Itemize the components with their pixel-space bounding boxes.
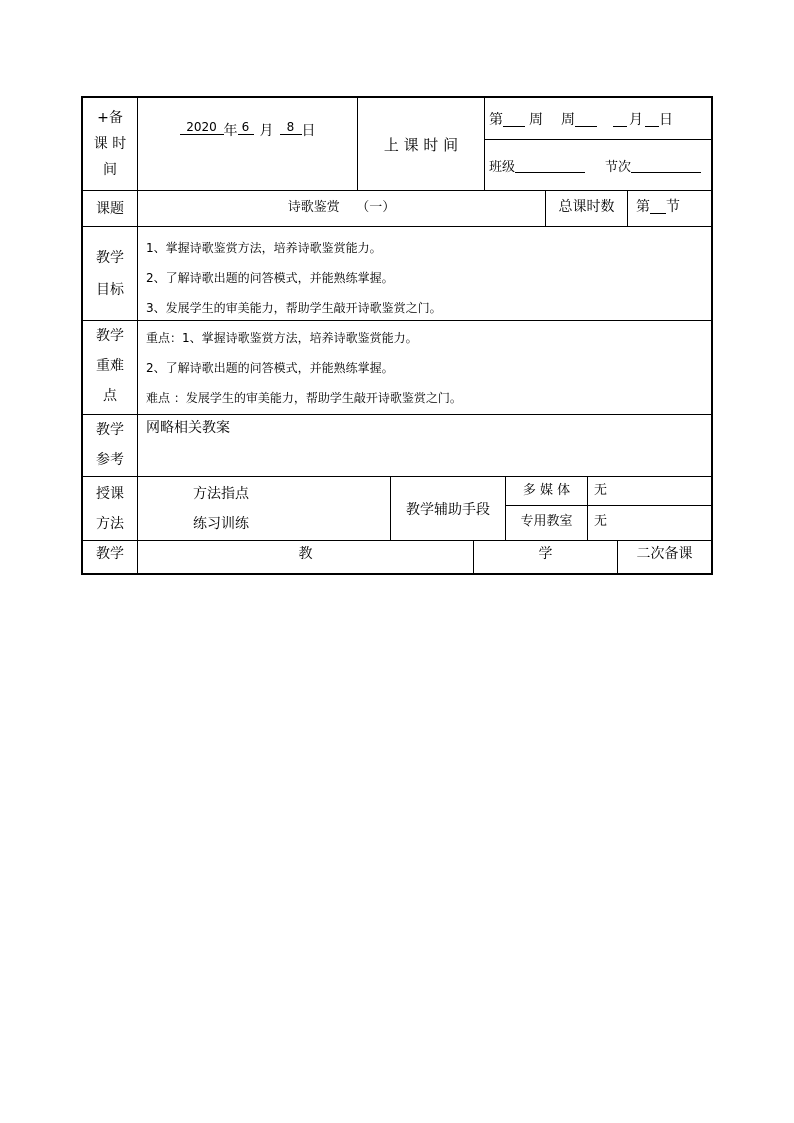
week-zhou: 周 — [529, 111, 543, 128]
media-value: 无 — [594, 482, 608, 498]
topic-text: 诗歌鉴赏 （一） — [287, 200, 396, 215]
aid-detail — [506, 477, 711, 540]
class-time-info — [485, 98, 711, 190]
weekday-blank — [575, 110, 597, 127]
date-month-unit: 月 — [259, 123, 274, 139]
method-label — [83, 477, 138, 540]
section-di: 第 — [636, 198, 650, 215]
prep-time-label-line: +备 — [97, 110, 123, 126]
reference-label — [83, 415, 138, 476]
class-blank — [515, 157, 585, 173]
header-row — [83, 98, 711, 191]
date-year: 2020 — [180, 120, 224, 135]
keypoints-label-line: 重难 — [96, 358, 124, 374]
prep-time-label-line: 间 — [103, 162, 117, 178]
month-yue: 月 — [629, 111, 643, 128]
total-hours-label: 总课时数 — [546, 191, 628, 226]
month-blank — [613, 110, 627, 127]
second-prep-column: 二次备课 — [636, 546, 693, 562]
goals-list — [138, 227, 711, 320]
goal-item: 1、掌握诗歌鉴赏方法，培养诗歌鉴赏能力。 — [146, 241, 382, 255]
reference-row — [83, 415, 711, 477]
topic-label: 课题 — [83, 191, 138, 226]
method-list — [138, 477, 391, 540]
goal-item: 2、了解诗歌出题的问答模式，并能熟练掌握。 — [146, 271, 394, 285]
goals-row — [83, 227, 711, 321]
class-time-label: 上 课 时 间 — [358, 98, 485, 190]
section-blank — [650, 197, 666, 214]
media-label: 多 媒 体 — [506, 477, 588, 505]
topic-row — [83, 191, 711, 227]
reference-label-line: 参考 — [96, 452, 124, 468]
method-label-line: 授课 — [96, 485, 124, 502]
keypoint-item: 2、了解诗歌出题的问答模式，并能熟练掌握。 — [146, 361, 394, 375]
method-label-line: 方法 — [96, 515, 124, 532]
goals-label — [83, 227, 138, 320]
week-di: 第 — [489, 111, 503, 128]
media-line — [506, 477, 711, 506]
prep-time-label — [83, 98, 138, 190]
week-line — [485, 98, 711, 140]
method-item: 方法指点 — [193, 486, 249, 502]
room-label: 专用教室 — [506, 506, 588, 540]
goals-label-line: 教学 — [96, 249, 124, 266]
prep-date — [138, 98, 358, 190]
process-label: 教学 — [83, 541, 138, 573]
keypoints-label-line: 教学 — [96, 328, 124, 344]
method-row — [83, 477, 711, 541]
aid-label: 教学辅助手段 — [391, 477, 506, 540]
keypoints-label — [83, 321, 138, 414]
keypoint-item: 重点：1、掌握诗歌鉴赏方法，培养诗歌鉴赏能力。 — [146, 331, 418, 345]
lesson-plan-page — [81, 96, 713, 575]
method-item: 练习训练 — [193, 516, 249, 532]
class-banji: 班级 — [489, 159, 516, 175]
reference-value: 网略相关教案 — [146, 420, 230, 436]
room-line — [506, 506, 711, 540]
reference-label-line: 教学 — [96, 422, 124, 438]
keypoints-list — [138, 321, 711, 414]
class-jieci: 节次 — [605, 159, 632, 175]
section-number — [628, 191, 711, 226]
process-row — [83, 541, 711, 573]
jieci-blank — [631, 157, 701, 173]
date-day: 8 — [280, 120, 302, 135]
day-blank — [645, 110, 659, 127]
room-value: 无 — [594, 513, 608, 529]
class-line — [485, 140, 711, 190]
keypoints-label-line: 点 — [103, 388, 117, 404]
week-blank — [503, 110, 525, 127]
goal-item: 3、发展学生的审美能力，帮助学生敲开诗歌鉴赏之门。 — [146, 301, 442, 315]
goals-label-line: 目标 — [96, 281, 124, 298]
day-ri: 日 — [659, 111, 673, 128]
prep-time-label-line: 课 时 — [93, 136, 127, 152]
weekday-zhou: 周 — [561, 111, 575, 128]
date-month: 6 — [238, 120, 254, 135]
teach-column: 教 — [138, 541, 474, 573]
date-day-unit: 日 — [301, 123, 316, 139]
keypoint-item: 难点 ：发展学生的审美能力，帮助学生敲开诗歌鉴赏之门。 — [146, 391, 462, 405]
date-year-unit: 年 — [223, 123, 238, 139]
topic-value — [138, 191, 546, 226]
learn-column: 学 — [474, 541, 618, 573]
lesson-plan-table — [81, 96, 713, 575]
keypoints-row — [83, 321, 711, 415]
section-jie: 节 — [666, 198, 680, 215]
